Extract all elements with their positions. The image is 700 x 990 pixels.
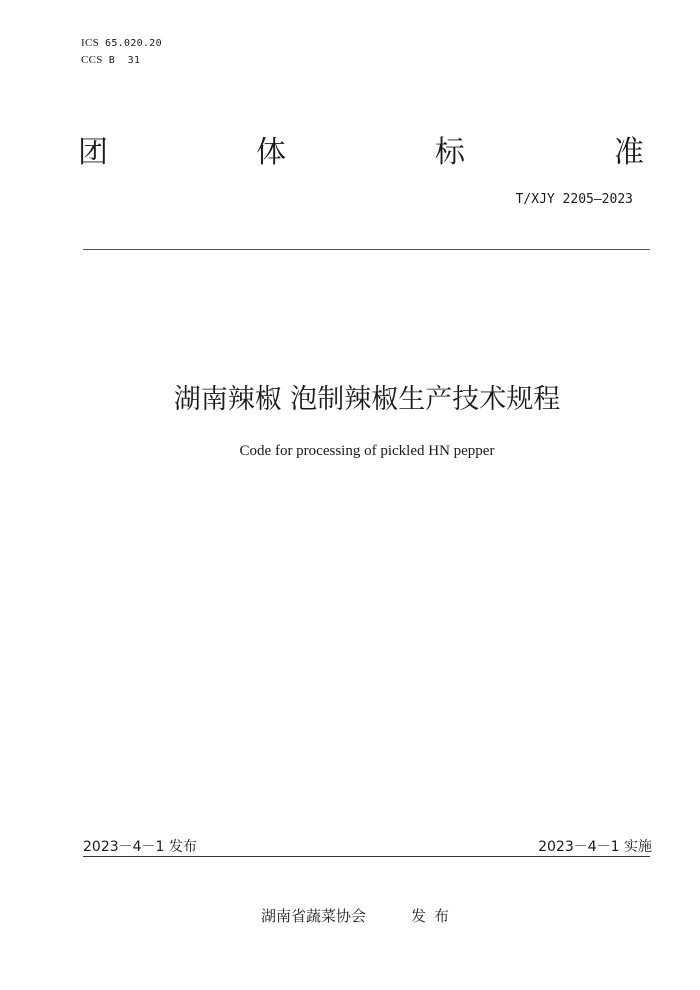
implement-date: 2023－4－1 实施 bbox=[538, 839, 652, 855]
document-subtitle: Code for processing of pickled HN pepper bbox=[239, 443, 495, 459]
document-title: 湖南辣椒 泡制辣椒生产技术规程 bbox=[173, 384, 561, 415]
publish-label: 发布 bbox=[411, 907, 458, 925]
ics-classification bbox=[81, 36, 162, 51]
banner-char-2: 体 bbox=[256, 135, 286, 170]
ics-label: ICS bbox=[81, 37, 100, 49]
banner-char-3: 标 bbox=[435, 135, 465, 170]
standard-number: T/XJY 2205—2023 bbox=[515, 192, 633, 207]
top-divider bbox=[83, 249, 650, 250]
publish-date: 2023－4－1 发布 bbox=[83, 839, 197, 855]
publisher-name: 湖南省蔬菜协会 bbox=[261, 907, 367, 925]
ccs-label: CCS bbox=[81, 54, 103, 66]
ccs-classification bbox=[81, 53, 140, 68]
bottom-divider bbox=[83, 856, 650, 857]
ccs-code: B 31 bbox=[108, 55, 141, 66]
banner-char-1: 团 bbox=[78, 135, 108, 170]
banner-char-4: 准 bbox=[614, 135, 644, 170]
ics-code: 65.020.20 bbox=[105, 38, 162, 49]
